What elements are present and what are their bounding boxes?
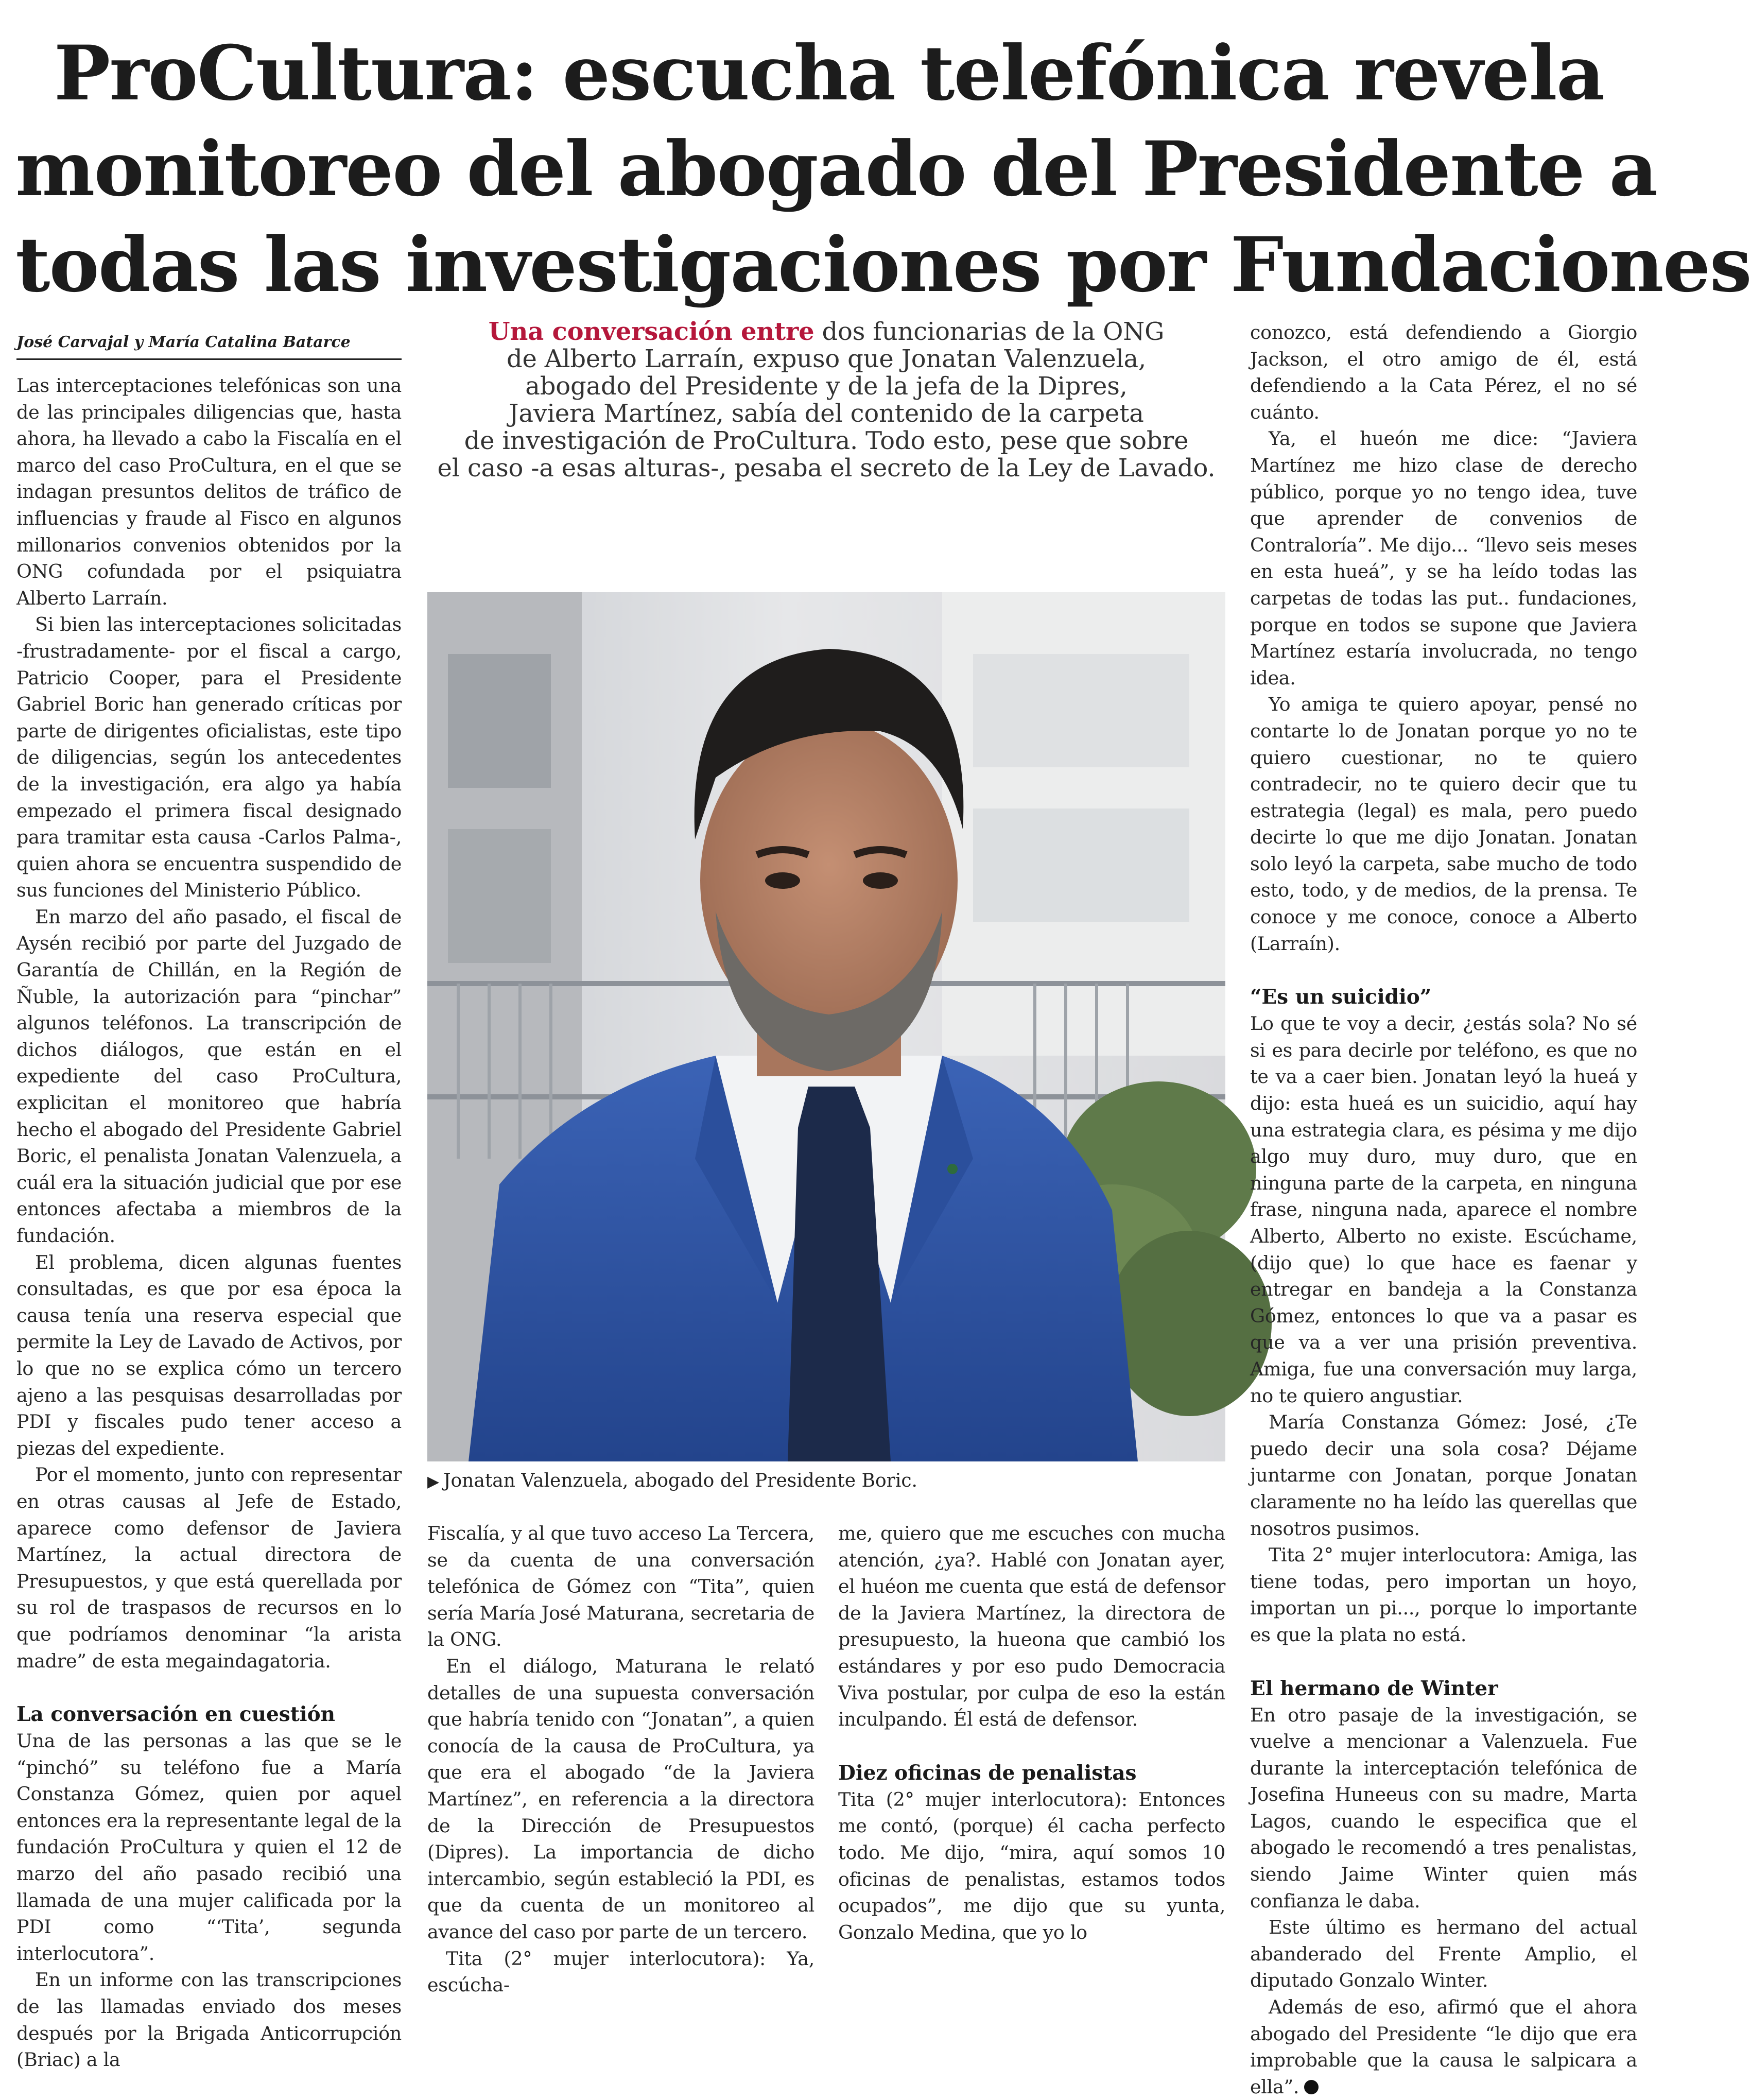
headline-line: monitoreo del abogado del Presidente a [15, 125, 1657, 213]
paragraph-final-text: Además de eso, afirmó que el ahora abogado del Presidente “le dijo que era improbable que la causa le salpicara a ella”. [1250, 1996, 1637, 2098]
column-2 [427, 1520, 814, 1999]
paragraph: Tita 2° mujer interlocutora: Amiga, las tiene todas, pero importan un hoyo, importan un pi..., porque lo importante es que la plata no está. [1250, 1544, 1637, 1646]
subhead: “Es un suicidio” [1250, 985, 1432, 1009]
paragraph: En otro pasaje de la investigación, se vuelve a mencionar a Valenzuela. Fue durante la interceptación telefónica de Josefina Huneeus con su madre, Marta Lagos, cuando le especifica que el abogado le recomendó a tres penalistas, siendo Jaime Winter quien más confianza le daba. [1250, 1703, 1637, 1912]
paragraph: conozco, está defendiendo a Giorgio Jackson, el otro amigo de él, está defendiendo a la Cata Pérez, el no sé cuánto. [1250, 321, 1637, 423]
paragraph: Lo que te voy a decir, ¿estás sola? No sé si es para decirle por teléfono, es que no te va a caer bien. Jonatan leyó la hueá y dijo: esta hueá es un suicidio, aquí hay una estrategia clara, es pésima y me dijo algo muy duro, muy duro, que en ninguna parte de la carpeta, en ninguna frase, ninguna nada, aparece el nombre Alberto, Alberto no existe. Escúchame, (dijo que) lo que hace es faenar y entregar en bandeja a la Constanza Gómez, entonces lo que va a pasar es que va a ver una prisión preventiva. Amiga, fue una conversación muy larga, no te quiero angustiar. [1250, 1012, 1637, 1407]
paragraph: Ya, el hueón me dice: “Javiera Martínez me hizo clase de derecho público, porque yo no tengo idea, tuve que aprender de convenios de Contraloría”. Me dijo... “llevo seis meses en esta hueá”, y se ha leído todas las carpetas de todas las put.. fundaciones, porque en todos se supone que Javiera Martínez estaría involucrada, no tengo idea. [1250, 427, 1637, 689]
paragraph: En marzo del año pasado, el fiscal de Aysén recibió por parte del Juzgado de Garantía de Chillán, en la Región de Ñuble, la autorización para “pinchar” algunos teléfonos. La transcripción de dichos diálogos, que están en el expediente del caso ProCultura, explicitan el monitoreo que habría hecho el abogado del Presidente Gabriel Boric, el penalista Jonatan Valenzuela, a cuál era la situación judicial que por ese entonces afectaba a miembros de la fundación. [16, 905, 402, 1247]
lead-line: Javiera Martínez, sabía del contenido de la carpeta [509, 399, 1144, 428]
paragraph: Yo amiga te quiero apoyar, pensé no contarte lo de Jonatan porque yo no te quiero cuestionar, no te quiero contradecir, no te quiero decir que tu estrategia (legal) es mala, pero puedo decirte lo que me dijo Jonatan. Jonatan solo leyó la carpeta, sabe mucho de todo esto, todo, y de medios, de la prensa. Te conoce y me conoce, conoce a Alberto (Larraín). [1250, 693, 1637, 955]
paragraph: Por el momento, junto con representar en otras causas al Jefe de Estado, aparece como defensor de Javiera Martínez, la actual directora de Presupuestos, y que está querellada por su rol de traspasos de recursos en lo que podríamos denominar “la arista madre” de esta megaindagatoria. [16, 1464, 402, 1672]
paragraph: El problema, dicen algunas fuentes consultadas, es que por esa época la causa tenía una reserva especial que permite la Ley de Lavado de Activos, por lo que no se explica cómo un tercero ajeno a las pesquisas desarrolladas por PDI y fiscales pudo tener acceso a piezas del expediente. [16, 1251, 402, 1459]
lead-line: abogado del Presidente y de la jefa de la Dipres, [525, 372, 1128, 401]
paragraph: Las interceptaciones telefónicas son una de las principales diligencias que, hasta ahora, ha llevado a cabo la Fiscalía en el marco del caso ProCultura, en el que se indagan presuntos delitos de tráfico de influencias y fraude al Fisco en algunos millonarios convenios obtenidos por la ONG cofundada por el psiquiatra Alberto Larraín. [16, 374, 402, 609]
caption-text: Jonatan Valenzuela, abogado del Presidente Boric. [443, 1470, 917, 1491]
paragraph: En el diálogo, Maturana le relató detalles de una supuesta conversación que habría tenido con “Jonatan”, a quien conocía de la causa de ProCultura, ya que era el abogado “de la Javiera Martínez”, en referencia a la directora de la Dirección de Presupuestos (Dipres). La importancia de dicho intercambio, según estableció la PDI, es que da cuenta de un monitoreo al avance del caso por parte de un tercero. [427, 1655, 814, 1943]
subhead: Diez oficinas de penalistas [838, 1761, 1137, 1785]
paragraph: Fiscalía, y al que tuvo acceso La Tercera, se da cuenta de una conversación telefónica de Gómez con “Tita”, quien sería María José Maturana, secretaria de la ONG. [427, 1522, 814, 1651]
paragraph: María Constanza Gómez: José, ¿Te puedo decir una sola cosa? Déjame juntarme con Jonatan, porque Jonatan claramente no ha leído las querellas que nosotros pusimos. [1250, 1411, 1637, 1540]
byline: José Carvajal y María Catalina Batarce [16, 330, 402, 360]
paragraph: me, quiero que me escuches con mucha atención, ¿ya?. Hablé con Jonatan ayer, el huéon me cuenta que está de defensor de la Javiera Martínez, la directora de presupuesto, la hueona que cambió los estándares y por eso pudo Democracia Viva postular, por culpa de eso la están inculpando. Él está de defensor. [838, 1522, 1225, 1731]
lead-line: de investigación de ProCultura. Todo esto, pese que sobre [464, 426, 1189, 455]
headline-line: todas las investigaciones por Fundaciones [15, 221, 1751, 309]
column-4 [1250, 319, 1637, 2100]
lead-line: de Alberto Larraín, expuso que Jonatan Valenzuela, [506, 345, 1147, 373]
paragraph: En un informe con las transcripciones de las llamadas enviado dos meses después por la Brigada Anticorrupción (Briac) a la [16, 1969, 402, 2071]
lead-line: el caso -a esas alturas-, pesaba el secreto de la Ley de Lavado. [437, 454, 1216, 483]
lead-line-rest: dos funcionarias de la ONG [814, 317, 1165, 346]
paragraph: Una de las personas a las que se le “pinchó” su teléfono fue a María Constanza Gómez, quien por aquel entonces era la representante legal de la fundación ProCultura y quien el 12 de marzo del año pasado recibió una llamada de una mujer calificada por la PDI como “‘Tita’, segunda interlocutora”. [16, 1730, 402, 1965]
subhead: La conversación en cuestión [16, 1702, 335, 1727]
column-3 [838, 1520, 1225, 1946]
paragraph: Si bien las interceptaciones solicitadas -frustradamente- por el fiscal a cargo, Patricio Cooper, para el Presidente Gabriel Boric han generado críticas por parte de dirigentes oficialistas, este tipo de diligencias, según los antecedentes de la investigación, era algo ya había empezado el primera fiscal designado para tramitar esta causa -Carlos Palma-, quien ahora se encuentra suspendido de sus funciones del Ministerio Público. [16, 613, 402, 902]
paragraph: Este último es hermano del actual abanderado del Frente Amplio, el diputado Gonzalo Winter. [1250, 1916, 1637, 1992]
photo-caption [427, 1468, 1225, 1495]
paragraph: Tita (2° mujer interlocutora): Entonces me contó, (porque) él cacha perfecto todo. Me dijo, “mira, aquí somos 10 oficinas de penalistas, estamos todos ocupados”, me dijo que su yunta, Gonzalo Medina, que yo lo [838, 1788, 1225, 1943]
paragraph: Tita (2° mujer interlocutora): Ya, escúcha- [427, 1947, 814, 1996]
end-mark-icon [1304, 2080, 1319, 2094]
lead-deck [427, 318, 1225, 482]
portrait-illustration [427, 592, 1225, 1461]
portrait-photo [427, 592, 1225, 1461]
lead-highlight: Una conversación entre [488, 317, 814, 346]
subhead: El hermano de Winter [1250, 1676, 1498, 1700]
caption-triangle-icon: ▶ [427, 1473, 440, 1491]
paragraph-final [1250, 1994, 1637, 2100]
lead-line [427, 318, 1225, 346]
column-1 [16, 330, 402, 2073]
headline-line: ProCultura: escucha telefónica revela [54, 29, 1604, 117]
headline [15, 26, 1751, 313]
